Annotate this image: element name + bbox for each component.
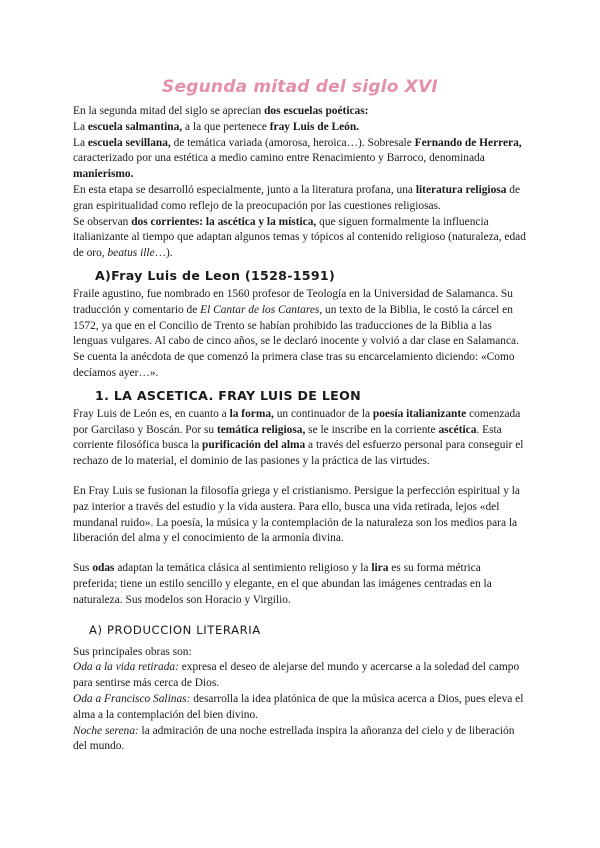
bold-run: poesía italianizante [372,407,467,420]
work-description: desarrolla la idea platónica de que la música acerca a Dios, pues eleva el alma a la contemplación del bien divino. [73,692,524,721]
text-run: comenzada por Garcilaso y Boscán. Por su [73,407,521,436]
bold-run: lira [371,562,389,575]
intro-salmantina [73,120,527,136]
intro-escuelas [73,104,527,120]
text-run: En esta etapa se desarrolló especialmente, junto a la literatura profana, una [73,183,416,196]
ascetica-paragraph-2: En Fray Luis se fusionan la filosofía griega y el cristianismo. Persigue la perfección espiritual y la paz interior a través del estudio y la vida austera. Para ello, busca una vida retirada, lejos «del mundanal ruido». La poesía, la música y la contemplación de la naturaleza son los medios para la liberación del alma y el conocimiento de la armonía divina. [73,484,520,545]
paragraph-gap [73,547,527,561]
italic-run: beatus ille [107,247,155,260]
text-run: Fray Luis de León es, en cuanto a [73,407,230,420]
bold-run: purificación del alma [202,439,306,452]
heading-produccion: A) PRODUCCION LITERARIA [89,622,261,637]
text-run: La [73,136,88,149]
text-run: de gran espiritualidad como reflejo de la preocupación por las cuestiones religiosas. [73,183,521,212]
bold-run: escuela sevillana, [87,136,171,149]
text-run: a la que pertenece [182,120,270,133]
work-title: Noche serena: [73,724,139,737]
bold-run: temática religiosa, [216,423,306,436]
work-title: Oda a Francisco Salinas: [73,692,191,705]
text-run: se le inscribe en la corriente [305,423,439,436]
works-intro: Sus principales obras son: [73,645,192,658]
work-item [73,724,527,756]
page-title: Segunda mitad del siglo XVI [162,77,438,97]
ascetica-paragraph-3 [73,561,527,608]
bold-run: la forma, [229,407,274,420]
text-run: Sus [73,562,93,575]
text-run: adaptan la temática clásica al sentimiento religioso y la [114,562,372,575]
text-run: que siguen formalmente la influencia italianizante al tiempo que adaptan algunos temas y tópicos al contenido religioso (naturaleza, edad de oro, [73,215,526,260]
italic-run: El Cantar de los Cantares [200,303,320,316]
ascetica-paragraph-1 [73,407,527,470]
work-title: Oda a la vida retirada: [73,661,179,674]
work-item [73,692,527,724]
bold-run: literatura religiosa [415,183,507,196]
bold-run: ascética [438,423,477,436]
paragraph-gap [73,470,527,484]
heading-ascetica: 1. LA ASCETICA. FRAY LUIS DE LEON [95,387,361,403]
text-run: . Esta corriente filosófica busca la [73,423,502,452]
text-run: En la segunda mitad del siglo se aprecian [73,105,265,117]
intro-religiosa [73,183,527,215]
work-description: la admiración de una noche estrellada inspira la añoranza del cielo y de liberación del mundo. [73,724,515,753]
work-item [73,660,527,692]
heading-fray-luis: A)Fray Luis de Leon (1528-1591) [95,267,336,283]
document-page [73,74,527,755]
text-run: caracterizado por una estética a medio camino entre Renacimiento y Barroco, denominada [73,152,485,165]
bold-run: odas [92,562,115,575]
text-run: …). [154,247,173,260]
text-run: es su forma métrica preferida; tiene un estilo sencillo y elegante, en el que abundan las imágenes centradas en la naturaleza. Sus modelos son Horacio y Virgilio. [73,562,492,606]
biography-paragraph [73,287,527,382]
bold-run: Fernando de Herrera, [414,136,522,149]
text-run: , un texto de la Biblia, le costó la cárcel en 1572, ya que en el Concilio de Trento se habían prohibido las traducciones de la Biblia a las lenguas vulgares. Al cabo de cinco años, se le declaró inocente y volvió a dar clase en Salamanca. Se cuenta la anécdota de que comenzó la primera clase tras su encarcelamiento diciendo: «Como decíamos ayer…». [73,303,519,379]
intro-corrientes [73,215,527,262]
work-description: expresa el deseo de alejarse del mundo y acercarse a la soledad del campo para sentirse más cerca de Dios. [73,661,520,690]
text-run: de temática variada (amorosa, heroica…). Sobresale [170,136,415,149]
text-run: un continuador de la [273,407,373,420]
text-run: Fraile agustino, fue nombrado en 1560 profesor de Teología en la Universidad de Salamanca. Su traducción y comentario de [73,287,513,316]
bold-run: dos escuelas poéticas: [264,105,369,117]
bold-run: manierismo. [73,168,134,181]
text-run: a través del esfuerzo personal para conseguir el rechazo de lo material, el dominio de las pasiones y la práctica de las virtudes. [73,439,524,468]
bold-run: fray Luis de León. [269,120,359,133]
text-run: La [73,120,88,133]
text-run: Se observan [73,215,132,228]
bold-run: escuela salmantina, [87,120,183,133]
intro-sevillana [73,136,527,183]
bold-run: dos corrientes: la ascética y la mística, [131,215,317,228]
